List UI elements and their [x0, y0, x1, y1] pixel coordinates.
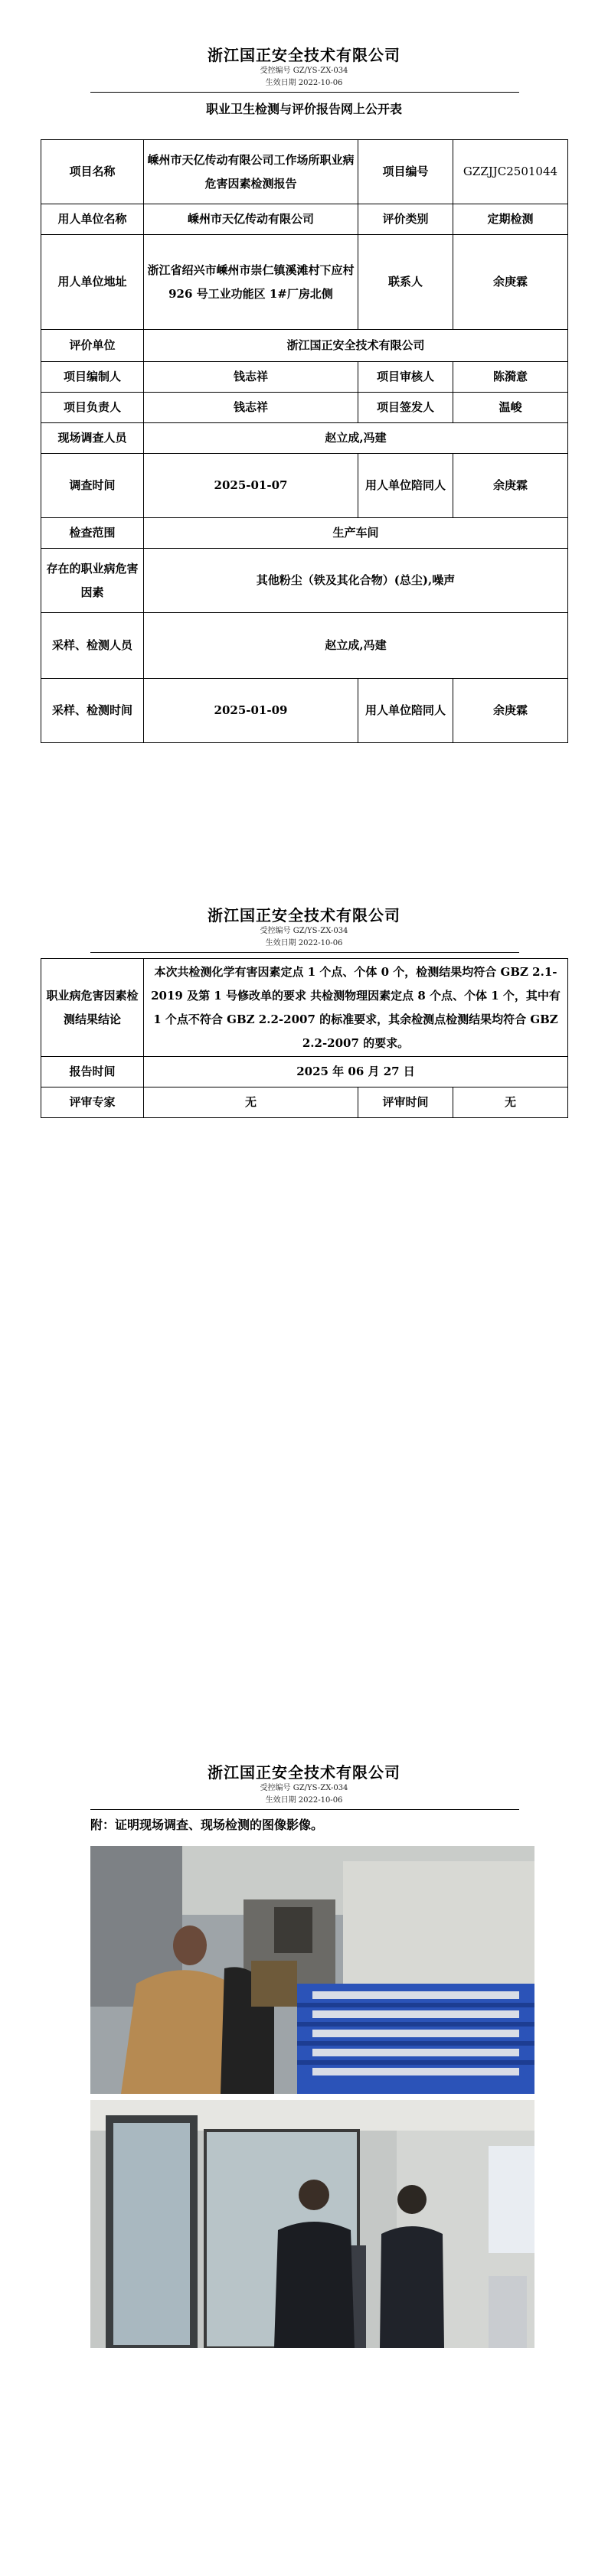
review-time: 无 [453, 1087, 568, 1118]
reviewer: 陈漪意 [453, 362, 568, 393]
table-row [41, 679, 568, 743]
cell-label: 检查范围 [41, 518, 144, 549]
table-row [41, 423, 568, 454]
cell-label: 调查时间 [41, 454, 144, 518]
table-row [41, 393, 568, 423]
cell-label: 评价类别 [358, 204, 453, 235]
cell-label: 项目名称 [41, 140, 144, 204]
table-row [41, 959, 568, 1057]
escort: 余庚霖 [453, 454, 568, 518]
project-leader: 钱志祥 [144, 393, 358, 423]
cell-label: 项目编制人 [41, 362, 144, 393]
employer-name: 嵊州市天亿传动有限公司 [144, 204, 358, 235]
header-rule [90, 952, 519, 953]
cell-label: 用人单位陪同人 [358, 679, 453, 743]
control-number: 受控编号 GZ/YS-ZX-034 [260, 67, 348, 75]
report-time: 2025 年 06 月 27 日 [144, 1057, 568, 1087]
site-test-photo [90, 2100, 534, 2348]
table-row [41, 235, 568, 330]
employer-address: 浙江省绍兴市嵊州市崇仁镇溪滩村下应村 926 号工业功能区 1#厂房北侧 [144, 235, 358, 330]
cell-label: 报告时间 [41, 1057, 144, 1087]
project-name: 嵊州市天亿传动有限公司工作场所职业病危害因素检测报告 [144, 140, 358, 204]
table-row [41, 204, 568, 235]
header-rule [90, 1809, 519, 1810]
table-row [41, 140, 568, 204]
table-row [41, 1087, 568, 1118]
attachment-title: 附：证明现场调查、现场检测的图像影像。 [90, 1818, 324, 1832]
eval-type: 定期检测 [453, 204, 568, 235]
escort-2: 余庚霖 [453, 679, 568, 743]
site-survey-photo [90, 1846, 534, 2094]
eval-unit: 浙江国正安全技术有限公司 [144, 330, 568, 362]
cell-label: 采样、检测人员 [41, 613, 144, 679]
company-header: 浙江国正安全技术有限公司 [208, 1763, 400, 1782]
cell-label: 评审专家 [41, 1087, 144, 1118]
cell-label: 项目签发人 [358, 393, 453, 423]
cell-label: 用人单位地址 [41, 235, 144, 330]
table-row [41, 518, 568, 549]
signer: 温峻 [453, 393, 568, 423]
effective-date: 生效日期 2022-10-06 [265, 79, 343, 87]
result-conclusion: 本次共检测化学有害因素定点 1 个点、个体 0 个，检测结果均符合 GBZ 2.1-2019 及第 1 号修改单的要求 共检测物理因素定点 8 个点、个体 1 个，其中有 1 个点不符合 GBZ 2.2-2007 的标准要求，其余检测点检测结果均符合 GBZ 2.2-2007 的要求。 [144, 959, 568, 1057]
table-row [41, 362, 568, 393]
cell-label: 存在的职业病危害因素 [41, 549, 144, 613]
cell-label: 用人单位名称 [41, 204, 144, 235]
company-header: 浙江国正安全技术有限公司 [208, 906, 400, 924]
project-number: GZZJJC2501044 [453, 140, 568, 204]
hazard-factors: 其他粉尘（铁及其化合物）(总尘),噪声 [144, 549, 568, 613]
site-test-photo-image [90, 2100, 534, 2348]
info-table [41, 139, 568, 743]
cell-label: 项目审核人 [358, 362, 453, 393]
sample-time: 2025-01-09 [144, 679, 358, 743]
cell-label: 联系人 [358, 235, 453, 330]
table-row [41, 549, 568, 613]
table-row [41, 330, 568, 362]
effective-date: 生效日期 2022-10-06 [265, 939, 343, 947]
review-expert: 无 [144, 1087, 358, 1118]
survey-time: 2025-01-07 [144, 454, 358, 518]
table-row [41, 1057, 568, 1087]
control-number: 受控编号 GZ/YS-ZX-034 [260, 1784, 348, 1792]
result-table [41, 958, 568, 1118]
cell-label: 采样、检测时间 [41, 679, 144, 743]
table-row [41, 454, 568, 518]
compiler: 钱志祥 [144, 362, 358, 393]
control-number: 受控编号 GZ/YS-ZX-034 [260, 927, 348, 935]
company-header: 浙江国正安全技术有限公司 [208, 46, 400, 64]
inspection-scope: 生产车间 [144, 518, 568, 549]
cell-label: 评价单位 [41, 330, 144, 362]
cell-label: 职业病危害因素检测结果结论 [41, 959, 144, 1057]
effective-date: 生效日期 2022-10-06 [265, 1796, 343, 1805]
samplers: 赵立成,冯建 [144, 613, 568, 679]
site-survey-photo-image [90, 1846, 534, 2094]
document-title: 职业卫生检测与评价报告网上公开表 [205, 102, 402, 116]
contact-person: 余庚霖 [453, 235, 568, 330]
cell-label: 项目负责人 [41, 393, 144, 423]
surveyors: 赵立成,冯建 [144, 423, 568, 454]
table-row [41, 613, 568, 679]
cell-label: 评审时间 [358, 1087, 453, 1118]
cell-label: 用人单位陪同人 [358, 454, 453, 518]
cell-label: 项目编号 [358, 140, 453, 204]
header-rule [90, 92, 519, 93]
cell-label: 现场调查人员 [41, 423, 144, 454]
